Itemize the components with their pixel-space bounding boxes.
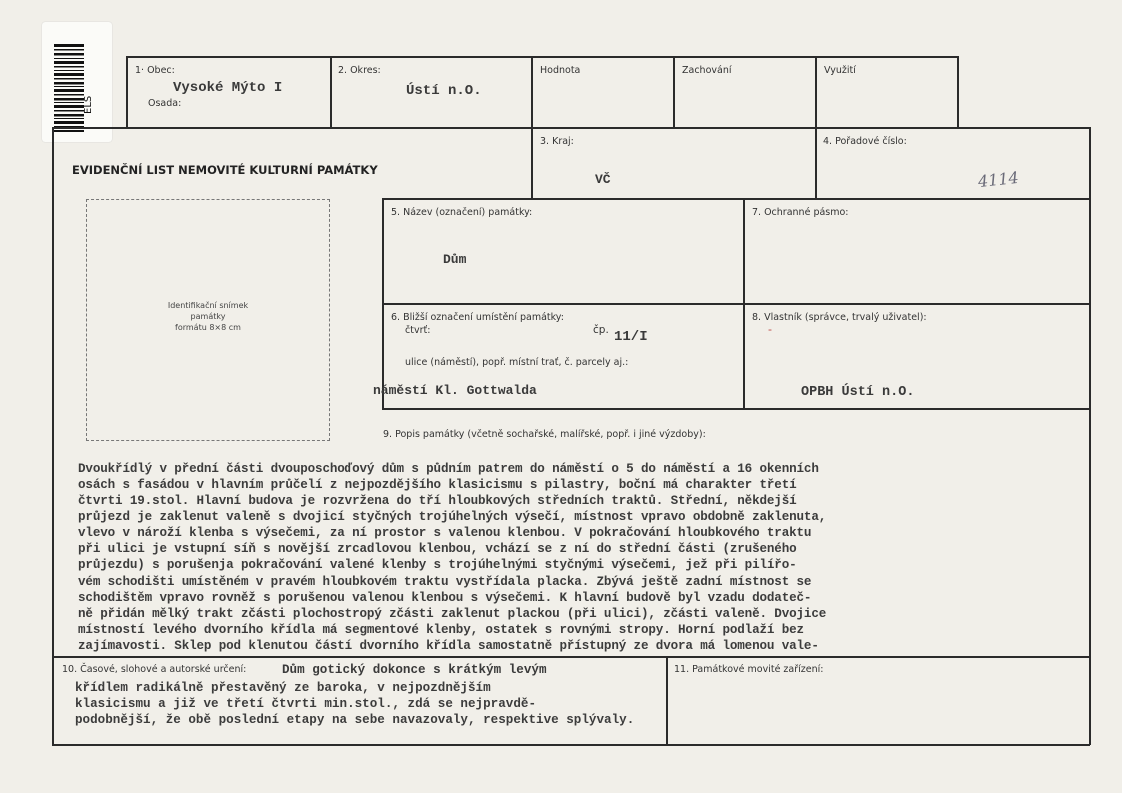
urceni-line: podobnější, že obě poslední etapy na sebe navazovaly, respektive splývaly. bbox=[75, 713, 635, 727]
popis-line: schodištěm vpravo rovněž s porušenou valenou klenbou s výsečemi. K hlavní budově byl vzadu dodateč- bbox=[78, 591, 812, 605]
popis-label: 9. Popis památky (včetně sochařské, malířské, popř. i jiné výzdoby): bbox=[383, 429, 706, 440]
ochranne-pasmo-label: 7. Ochranné pásmo: bbox=[752, 207, 849, 218]
urceni-first-line: Dům gotický dokonce s krátkým levým bbox=[282, 663, 547, 677]
form-title: EVIDENČNÍ LIST NEMOVITÉ KULTURNÍ PAMÁTKY bbox=[72, 163, 378, 177]
barcode-text: ELS bbox=[83, 95, 94, 114]
popis-line: při ulici je vstupní síň s novější zrcadlovou klenbou, vchází se z ní do střední části (zrušeného bbox=[78, 542, 797, 556]
vlastnik-value: OPBH Ústí n.O. bbox=[801, 385, 915, 400]
photo-placeholder-text bbox=[86, 300, 330, 333]
nazev-value: Dům bbox=[443, 252, 467, 267]
urceni-line: klasicismu a již ve třetí čtvrti min.stol., zdá se nejpravdě- bbox=[75, 697, 537, 711]
popis-line: ně přidán mělký trakt zčásti plochostropý zčásti zaklenut plackou (při ulici), zčásti valeně. Dvojice bbox=[78, 607, 827, 621]
okres-value: Ústí n.O. bbox=[406, 83, 482, 99]
poradove-cislo-label: 4. Pořadové číslo: bbox=[823, 136, 907, 147]
ulice-label: ulice (náměstí), popř. místní trať, č. parcely aj.: bbox=[405, 357, 629, 368]
popis-line: místností levého dvorního křídla má segmentové klenby, ostatek s rovnými stropy. Horní podlaží bez bbox=[78, 623, 804, 637]
photo-caption-line: památky bbox=[190, 312, 226, 321]
cp-label: čp. bbox=[593, 324, 609, 336]
nazev-label: 5. Název (označení) památky: bbox=[391, 207, 533, 218]
vlastnik-label: 8. Vlastník (správce, trvalý uživatel): bbox=[752, 312, 927, 323]
zarizeni-label: 11. Památkové movité zařízení: bbox=[674, 664, 824, 675]
vyuziti-label: Využití bbox=[824, 65, 856, 76]
poradove-cislo-value: 4114 bbox=[977, 167, 1020, 192]
popis-line: průjezd je zaklenut valeně s dvojicí styčných trojúhelných výsečí, místnost vpravo obdobně zaklenuta, bbox=[78, 510, 827, 524]
barcode-icon bbox=[42, 22, 112, 142]
photo-caption-line: formátu 8×8 cm bbox=[175, 323, 241, 332]
obec-value: Vysoké Mýto I bbox=[173, 80, 283, 96]
photo-caption-line: Identifikační snímek bbox=[167, 301, 249, 310]
barcode-sticker bbox=[42, 22, 112, 142]
urceni-label: 10. Časové, slohové a autorské určení: bbox=[62, 664, 247, 675]
urceni-line: křídlem radikálně přestavěný ze baroka, v nejpozdnějším bbox=[75, 681, 491, 695]
cp-value: 11/I bbox=[614, 329, 648, 345]
kraj-value: VČ bbox=[595, 172, 611, 187]
zachovani-label: Zachování bbox=[682, 65, 732, 76]
ctvrt-label: čtvrť: bbox=[405, 325, 431, 336]
umisteni-label: 6. Bližší označení umístění památky: bbox=[391, 312, 564, 323]
ulice-value: náměstí Kl. Gottwalda bbox=[373, 383, 537, 398]
popis-line: Dvoukřídlý v přední části dvouposchoďový dům s půdním patrem do náměstí o 5 do náměstí a 16 okenních bbox=[78, 462, 819, 476]
okres-label: 2. Okres: bbox=[338, 65, 381, 76]
hodnota-label: Hodnota bbox=[540, 65, 581, 76]
popis-line: zajímavosti. Sklep pod klenutou částí dvorního křídla samostatně přístupný ze dvora má lomenou vale- bbox=[78, 639, 819, 653]
obec-label: 1· Obec: bbox=[135, 65, 175, 76]
popis-line: vém schodišti umístěném v pravém hloubkovém traktu vystřídala placka. Zbývá ještě zadní místnost se bbox=[78, 575, 812, 589]
vlastnik-mark: - bbox=[768, 322, 772, 336]
popis-line: čtvrti 19.stol. Hlavní budova je rozvržena do tří hloubkových středních traktů. Střední, někdejší bbox=[78, 494, 797, 508]
popis-line: průjezdu) s porušenja pokračování valené klenby s trojúhelnými styčnými výsečemi, jež při pilířo- bbox=[78, 558, 797, 572]
osada-label: Osada: bbox=[148, 98, 182, 109]
kraj-label: 3. Kraj: bbox=[540, 136, 574, 147]
popis-line: osách s fasádou v hlavním průčelí z nejpozdějšího klasicismu s pilastry, boční má charakter třetí bbox=[78, 478, 797, 492]
popis-line: vlevo v nároží klenba s výsečemi, za ní prostor s valenou klenbou. V pokračování hloubkového traktu bbox=[78, 526, 812, 540]
